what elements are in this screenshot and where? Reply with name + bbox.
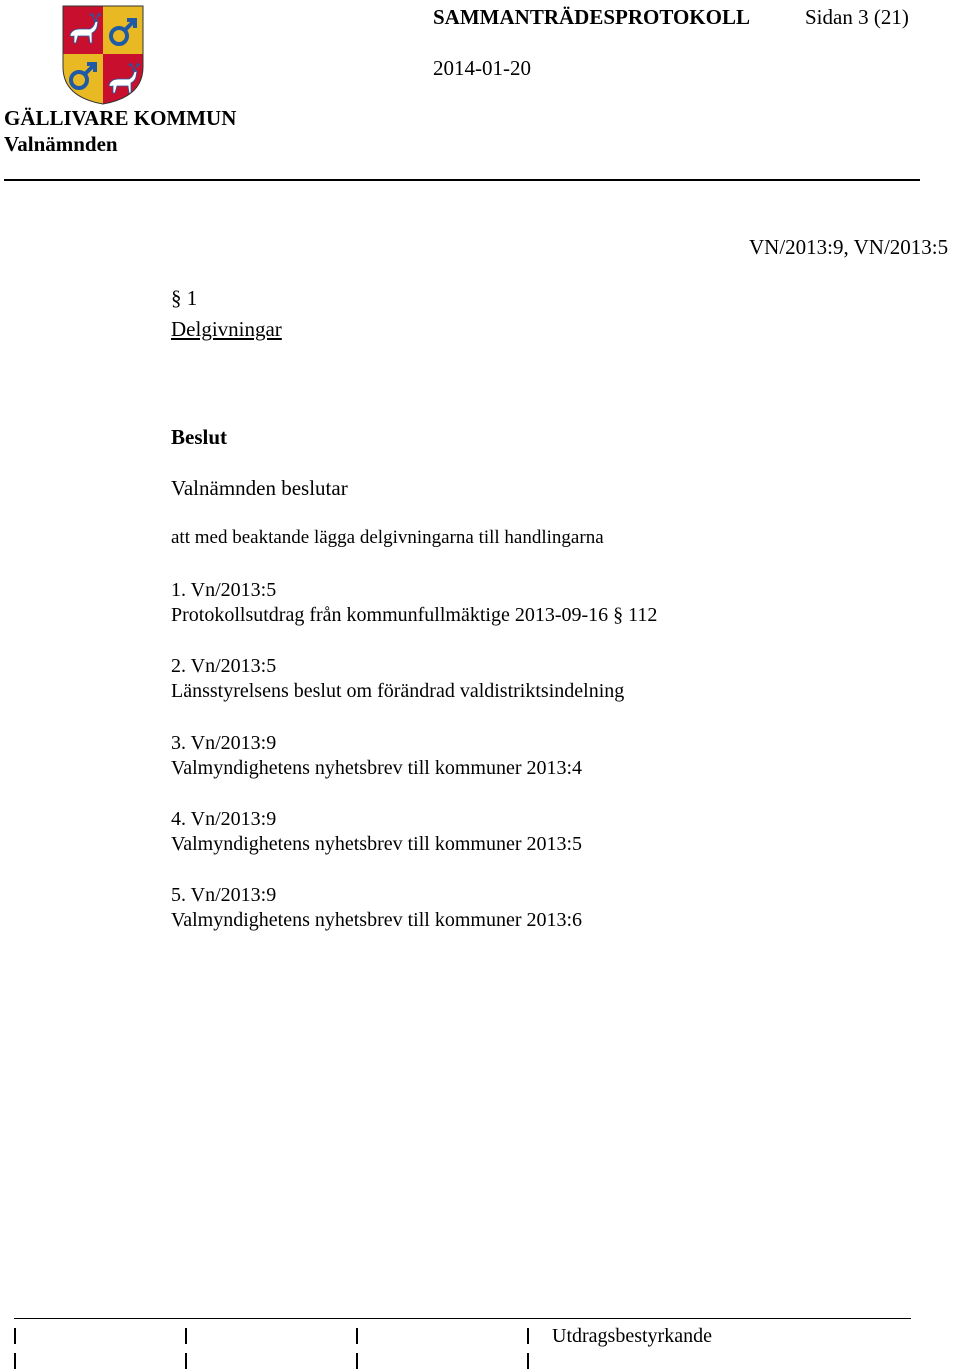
item-ref: 5. Vn/2013:9: [171, 884, 277, 906]
item-title: Valmyndighetens nyhetsbrev till kommuner 2013:5: [171, 833, 583, 855]
decision-intro: Valnämnden beslutar: [171, 476, 348, 500]
certification-label: Utdragsbestyrkande: [552, 1325, 712, 1347]
item-title: Protokollsutdrag från kommunfullmäktige 2013-09-16 § 112: [171, 604, 658, 626]
signature-box-divider: [356, 1353, 358, 1369]
signature-box-divider: [14, 1328, 16, 1344]
coat-of-arms-logo: [62, 5, 144, 105]
decision-heading: Beslut: [171, 425, 228, 449]
page-number: Sidan 3 (21): [805, 5, 909, 29]
item-ref: 3. Vn/2013:9: [171, 732, 277, 754]
signature-box-divider: [356, 1328, 358, 1344]
organization-name: GÄLLIVARE KOMMUN: [4, 106, 237, 130]
item-ref: 4. Vn/2013:9: [171, 808, 277, 830]
signature-box-divider: [185, 1328, 187, 1344]
document-title: SAMMANTRÄDESPROTOKOLL: [433, 5, 750, 29]
item-title: Länsstyrelsens beslut om förändrad valdistriktsindelning: [171, 680, 625, 702]
footer-divider: [14, 1318, 911, 1319]
signature-box-divider: [14, 1353, 16, 1369]
item-title: Valmyndighetens nyhetsbrev till kommuner 2013:6: [171, 909, 583, 931]
signature-box-divider: [527, 1328, 529, 1344]
header-divider: [4, 179, 920, 181]
item-title: Valmyndighetens nyhetsbrev till kommuner 2013:4: [171, 757, 583, 779]
board-name: Valnämnden: [4, 132, 118, 156]
item-ref: 1. Vn/2013:5: [171, 579, 277, 601]
decision-text: att med beaktande lägga delgivningarna till handlingarna: [171, 527, 604, 548]
signature-box-divider: [527, 1353, 529, 1369]
signature-box-divider: [185, 1353, 187, 1369]
case-reference: VN/2013:9, VN/2013:5: [749, 235, 949, 259]
paragraph-title: Delgivningar: [171, 317, 282, 341]
item-ref: 2. Vn/2013:5: [171, 655, 277, 677]
meeting-date: 2014-01-20: [433, 56, 531, 80]
paragraph-number: § 1: [171, 286, 198, 310]
